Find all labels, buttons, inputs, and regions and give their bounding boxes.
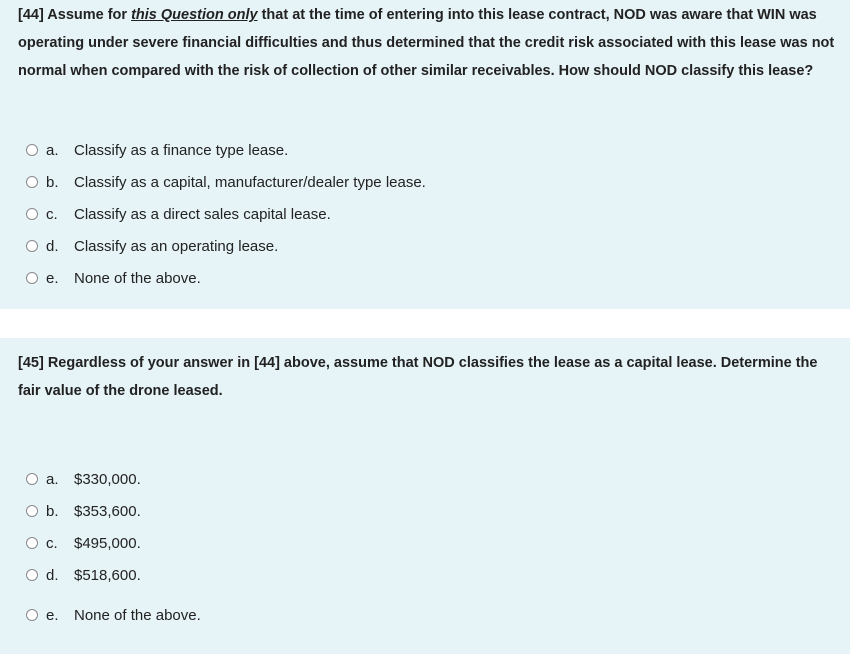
- radio-button[interactable]: [26, 569, 38, 581]
- question-44-text-after: that at the time of entering into this lease contract, NOD was aware that WIN was operating under severe financial difficulties and thus determined that the credit risk associated with this lease was not normal when compared with the risk of collection of other similar receivables. How should NOD classify this lease?: [18, 7, 835, 79]
- question-44-panel: [0, 0, 850, 309]
- option-text: None of the above.: [74, 269, 201, 287]
- radio-button[interactable]: [26, 272, 38, 284]
- option-letter: b.: [46, 502, 59, 520]
- option-letter: d.: [46, 237, 59, 255]
- option-letter: b.: [46, 173, 59, 191]
- q45-option-c[interactable]: [26, 532, 141, 554]
- option-text: $330,000.: [74, 470, 141, 488]
- option-text: $353,600.: [74, 502, 141, 520]
- option-letter: c.: [46, 205, 58, 223]
- q44-option-e[interactable]: [26, 267, 201, 289]
- option-text: None of the above.: [74, 606, 201, 624]
- radio-button[interactable]: [26, 208, 38, 220]
- option-letter: d.: [46, 566, 59, 584]
- question-45-body: Regardless of your answer in [44] above, assume that NOD classifies the lease as a capital lease. Determine the fair value of the drone leased.: [18, 355, 818, 399]
- question-45-text: [18, 349, 840, 405]
- q45-option-a[interactable]: [26, 468, 141, 490]
- q44-option-b[interactable]: [26, 171, 426, 193]
- option-letter: a.: [46, 470, 59, 488]
- radio-button[interactable]: [26, 609, 38, 621]
- q45-option-d[interactable]: [26, 564, 141, 586]
- radio-button[interactable]: [26, 144, 38, 156]
- q45-option-b[interactable]: [26, 500, 141, 522]
- question-45-number: [45]: [18, 355, 44, 371]
- q44-option-d[interactable]: [26, 235, 278, 257]
- option-text: Classify as a capital, manufacturer/dealer type lease.: [74, 173, 426, 191]
- option-letter: e.: [46, 606, 59, 624]
- radio-button[interactable]: [26, 537, 38, 549]
- radio-button[interactable]: [26, 176, 38, 188]
- q44-option-c[interactable]: [26, 203, 331, 225]
- radio-button[interactable]: [26, 505, 38, 517]
- q45-option-e[interactable]: [26, 604, 201, 626]
- question-44-text: [18, 1, 840, 85]
- option-text: Classify as an operating lease.: [74, 237, 279, 255]
- option-text: $495,000.: [74, 534, 141, 552]
- question-44-text-before: Assume for: [43, 7, 132, 23]
- q44-option-a[interactable]: [26, 139, 288, 161]
- option-text: $518,600.: [74, 566, 141, 584]
- question-44-emphasis: this Question only: [131, 7, 258, 23]
- option-text: Classify as a finance type lease.: [74, 141, 289, 159]
- radio-button[interactable]: [26, 240, 38, 252]
- option-letter: a.: [46, 141, 59, 159]
- radio-button[interactable]: [26, 473, 38, 485]
- option-text: Classify as a direct sales capital lease.: [74, 205, 331, 223]
- question-45-panel: [0, 338, 850, 654]
- question-44-number: [44]: [18, 7, 44, 23]
- option-letter: e.: [46, 269, 59, 287]
- option-letter: c.: [46, 534, 58, 552]
